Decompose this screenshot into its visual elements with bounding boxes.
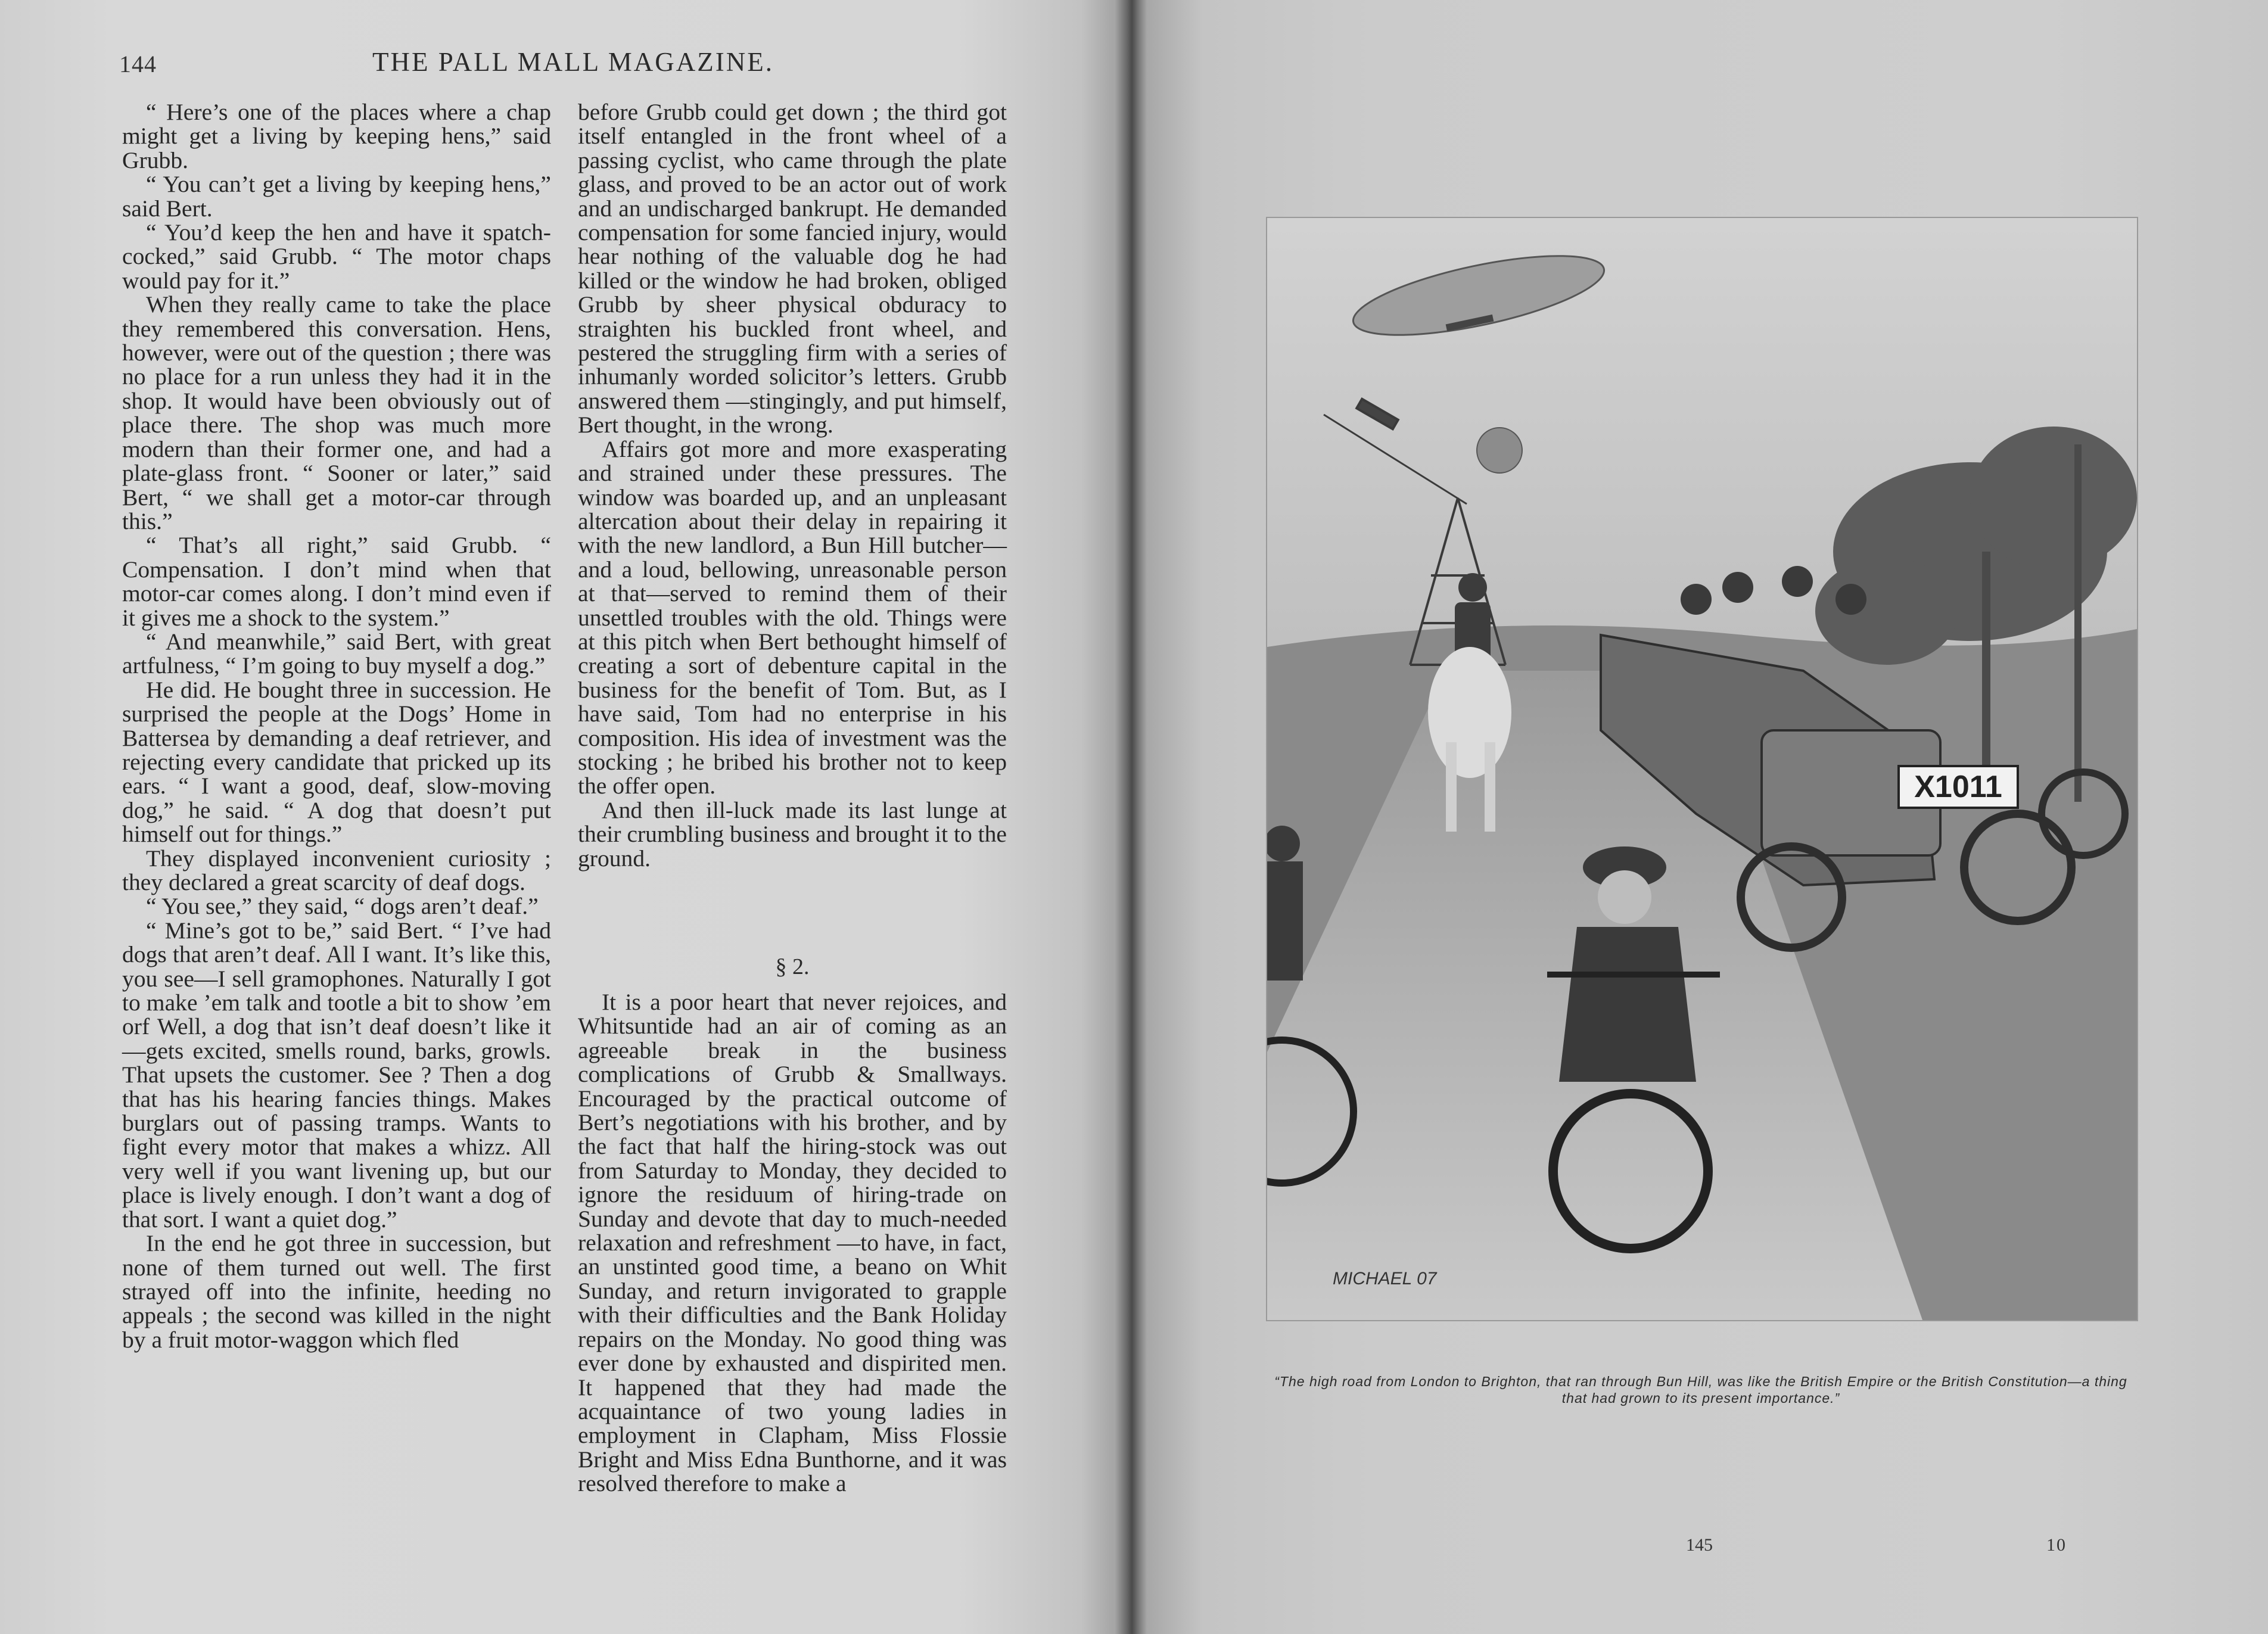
paragraph: “ Mine’s got to be,” said Bert. “ I’ve had dogs that aren’t deaf. All I want. It’s like this, you see—I sell gramophones. Naturally I got to make ’em talk and tootle a bit to show ’em orf Well, a dog that isn’t deaf doesn’t like it—gets excited, smells round, barks, growls. That upsets the customer. See ? Then a dog that has his hearing fancies things. Makes burglars out of passing tramps. Wants to fight every motor that makes a whizz. All very well if you want livening up, but our place is lively enough. I don’t want a dog of that sort. I want a quiet dog.” — [122, 917, 551, 1232]
license-plate: X1011 — [1914, 770, 2002, 804]
paragraph: “ That’s all right,” said Grubb. “ Compensation. I don’t mind when that motor-car comes along. I don’t mind even if it gives me a shock to the system.” — [122, 532, 551, 631]
paragraph: “ Here’s one of the places where a chap might get a living by keeping hens,” said Grubb. — [122, 99, 551, 173]
signature-mark: 10 — [2046, 1535, 2067, 1555]
artist-signature: MICHAEL 07 — [1333, 1269, 1437, 1288]
paragraph: They displayed inconvenient curiosity ; they declared a great scarcity of deaf dogs. — [122, 845, 551, 895]
paragraph: Affairs got more and more exasperating and strained under these pressures. The window was boarded up, and an unpleasant altercation about their delay in repairing it with the new landlord, a Bun Hill butcher—and a loud, bellowing, unreasonable person at that—served to remind them of their unsettled troubles with the old. Things were at this pitch when Bert bethought himself of creating a sort of debenture capital in the business for the benefit of Tom. But, as I have said, Tom had no enterprise in his composition. His idea of investment was the stocking ; he bribed his brother not to keep the offer open. — [578, 435, 1007, 799]
road-scene-illustration — [1267, 218, 2137, 1320]
section-heading: § 2. — [775, 954, 810, 979]
illustration-caption: “The high road from London to Brighton, that ran through Bun Hill, was like the British Empire or the British Constitution—a thing that had grown to its present importance.” — [1274, 1374, 2127, 1406]
book-gutter — [1114, 0, 1150, 1634]
paragraph: “ You can’t get a living by keeping hens,” said Bert. — [122, 171, 551, 222]
paragraph: “ You’d keep the hen and have it spatch-cocked,” said Grubb. “ The motor chaps would pay for it.” — [122, 219, 551, 294]
magazine-title: THE PALL MALL MAGAZINE. — [372, 47, 774, 77]
text-column-left — [122, 100, 551, 1352]
paragraph: When they really came to take the place they remembered this conversation. Hens, however, were out of the question ; there was no place for a run unless they had it in the shop. It would have been obviously out of place there. The shop was much more modern than their former one, and had a plate-glass front. “ Sooner or later,” said Bert, “ we shall get a motor-car through this.” — [122, 291, 551, 534]
page-number-left: 144 — [119, 51, 157, 77]
running-head — [119, 46, 1084, 82]
paragraph: It is a poor heart that never rejoices, and Whitsuntide had an air of coming as an agreeable break in the business complications of Grubb & Smallways. Encouraged by the practical outcome of Bert’s negotiations with his brother, and by the fact that half the hiring-stock was out from Saturday to Monday, they decided to ignore the residuum of hiring-trade on Sunday and devote that day to much-needed relaxation and refreshment —to have, in fact, an unstinted good time, a beano on Whit Sunday, and return invigorated to grapple with their difficulties and the Bank Holiday repairs on the Monday. No good thing was ever done by exhausted and dispirited men. It happened that they had made the acquaintance of two young ladies in employment in Clapham, Miss Flossie Bright and Miss Edna Bunthorne, and it was resolved therefore to make a — [578, 989, 1007, 1497]
illustration-plate — [1266, 217, 2138, 1321]
paragraph: “ You see,” they said, “ dogs aren’t deaf.” — [146, 893, 539, 920]
paragraph: “ And meanwhile,” said Bert, with great artfulness, “ I’m going to buy myself a dog.” — [122, 628, 551, 679]
paragraph: He did. He bought three in succession. He surprised the people at the Dogs’ Home in Battersea by demanding a deaf retriever, and rejecting every candidate that pricked up its ears. “ I want a good, deaf, slow-moving dog,” he said. “ A dog that doesn’t put himself out for things.” — [122, 676, 551, 848]
paragraph: before Grubb could get down ; the third got itself entangled in the front wheel of a passing cyclist, who came through the plate glass, and proved to be an actor out of work and an undischarged bankrupt. He demanded compensation for some fancied injury, would hear nothing of the valuable dog he had killed or the window he had broken, obliged Grubb by sheer physical obduracy to straighten his buckled front wheel, and pestered the struggling firm with a series of inhumanly worded solicitor’s letters. Grubb answered them —stingingly, and put himself, Bert thought, in the wrong. — [578, 99, 1007, 438]
text-column-right-bottom — [578, 990, 1007, 1496]
page-number-right: 145 — [1686, 1535, 1713, 1555]
left-page — [0, 0, 1126, 1634]
paragraph: And then ill-luck made its last lunge at their crumbling business and brought it to the ground. — [578, 796, 1007, 872]
balloon — [1477, 428, 1522, 473]
text-column-right-top — [578, 100, 1007, 870]
paragraph: In the end he got three in succession, but none of them turned out well. The first strayed off into the infinite, heeding no appeals ; the second was killed in the night by a fruit motor-waggon which fled — [122, 1230, 551, 1353]
